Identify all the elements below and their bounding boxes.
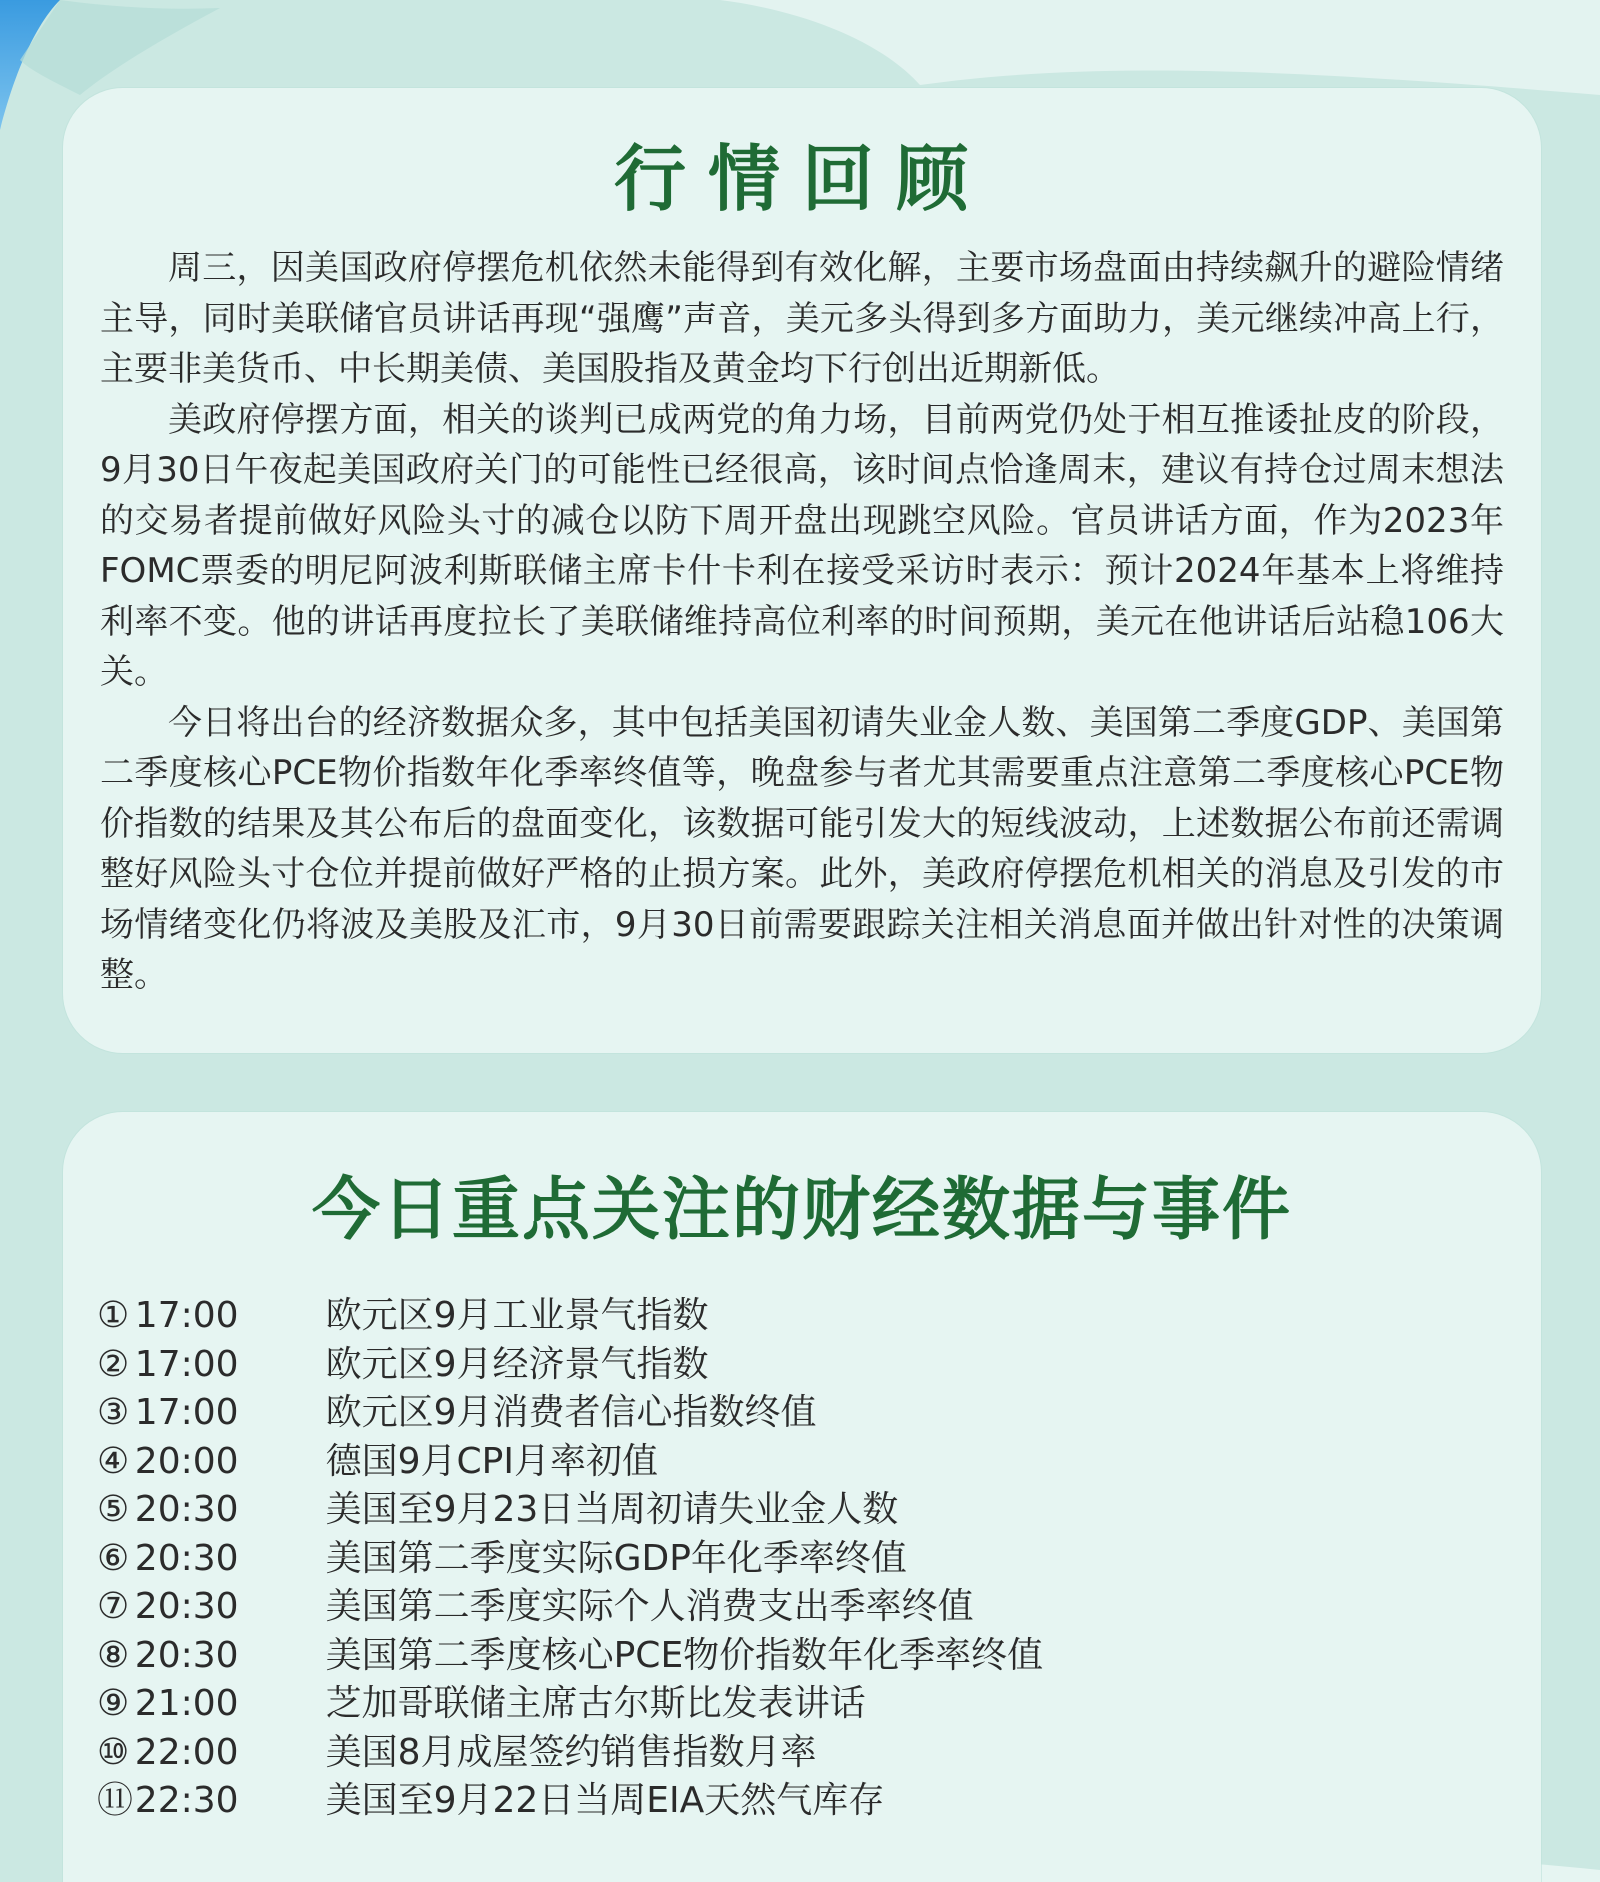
event-text: 美国至9月22日当周EIA天然气库存 xyxy=(325,1780,885,1821)
events-title: 今日重点关注的财经数据与事件 xyxy=(311,1171,1292,1250)
market-review-paragraph: 今日将出台的经济数据众多，其中包括美国初请失业金人数、美国第二季度GDP、美国第二季度核心PCE物价指数年化季率终值等，晚盘参与者尤其需要重点注意第二季度核心PCE物价指数的结果及其公布后的盘面变化，该数据可能引发大的短线波动，上述数据公布前还需调整好风险头寸仓位并提前做好严格的止损方案。此外，美政府停摆危机相关的消息及引发的市场情绪变化仍将波及美股及汇市，9月30日前需要跟踪关注相关消息面并做出针对性的决策调整。 xyxy=(100,702,1504,995)
event-number: ⑤ xyxy=(97,1489,130,1530)
event-item xyxy=(97,1535,1043,1584)
event-item xyxy=(97,1438,1043,1487)
event-text: 美国第二季度实际个人消费支出季率终值 xyxy=(325,1586,974,1627)
event-time: 22:00 xyxy=(134,1731,239,1773)
market-review-title: 行情回顾 xyxy=(613,137,990,221)
event-number: ① xyxy=(97,1295,130,1336)
event-text: 欧元区9月工业景气指数 xyxy=(325,1295,709,1336)
event-number: ⑦ xyxy=(97,1586,130,1627)
event-time: 17:00 xyxy=(134,1392,239,1433)
event-item xyxy=(97,1389,1043,1438)
event-time: 20:30 xyxy=(134,1586,239,1627)
event-number: ② xyxy=(97,1343,130,1385)
event-time: 20:30 xyxy=(134,1634,239,1676)
event-text: 德国9月CPI月率初值 xyxy=(325,1440,658,1482)
event-item xyxy=(97,1292,1043,1341)
event-time: 17:00 xyxy=(134,1295,239,1336)
event-text: 美国至9月23日当周初请失业金人数 xyxy=(325,1489,899,1530)
event-item xyxy=(97,1632,1043,1681)
event-time: 22:30 xyxy=(134,1780,239,1821)
event-number: ⑧ xyxy=(97,1634,130,1676)
event-text: 美国8月成屋签约销售指数月率 xyxy=(325,1731,817,1773)
event-text: 欧元区9月经济景气指数 xyxy=(325,1343,709,1385)
market-review-body xyxy=(100,243,1504,1001)
events-card xyxy=(63,1112,1541,1882)
event-item xyxy=(97,1680,1043,1729)
event-text: 美国第二季度核心PCE物价指数年化季率终值 xyxy=(325,1634,1044,1676)
event-number: ⑨ xyxy=(97,1683,130,1724)
event-item xyxy=(97,1341,1043,1390)
event-number: ④ xyxy=(97,1440,130,1482)
event-time: 20:00 xyxy=(134,1440,239,1482)
event-item xyxy=(97,1583,1043,1632)
event-item xyxy=(97,1777,1043,1826)
event-time: 20:30 xyxy=(134,1489,239,1530)
event-item xyxy=(97,1486,1043,1535)
market-review-paragraph: 周三，因美国政府停摆危机依然未能得到有效化解，主要市场盘面由持续飙升的避险情绪主导，同时美联储官员讲话再现“强鹰”声音，美元多头得到多方面助力，美元继续冲高上行，主要非美货币、中长期美债、美国股指及黄金均下行创出近期新低。 xyxy=(100,248,1504,389)
event-text: 芝加哥联储主席古尔斯比发表讲话 xyxy=(325,1683,866,1724)
market-review-card xyxy=(63,88,1541,1053)
events-list xyxy=(97,1292,1043,1826)
event-number: ③ xyxy=(97,1392,130,1433)
event-time: 20:30 xyxy=(134,1537,239,1579)
event-number: ⑪ xyxy=(97,1780,134,1821)
event-time: 21:00 xyxy=(134,1683,239,1724)
event-time: 17:00 xyxy=(134,1343,239,1385)
event-number: ⑩ xyxy=(97,1731,130,1773)
event-item xyxy=(97,1729,1043,1778)
event-number: ⑥ xyxy=(97,1537,130,1579)
event-text: 欧元区9月消费者信心指数终值 xyxy=(325,1392,817,1433)
market-review-paragraph: 美政府停摆方面，相关的谈判已成两党的角力场，目前两党仍处于相互推诿扯皮的阶段，9月30日午夜起美国政府关门的可能性已经很高，该时间点恰逢周末，建议有持仓过周末想法的交易者提前做好风险头寸的减仓以防下周开盘出现跳空风险。官员讲话方面，作为2023年FOMC票委的明尼阿波利斯联储主席卡什卡利在接受采访时表示：预计2024年基本上将维持利率不变。他的讲话再度拉长了美联储维持高位利率的时间预期，美元在他讲话后站稳106大关。 xyxy=(100,399,1504,692)
event-text: 美国第二季度实际GDP年化季率终值 xyxy=(325,1537,907,1579)
